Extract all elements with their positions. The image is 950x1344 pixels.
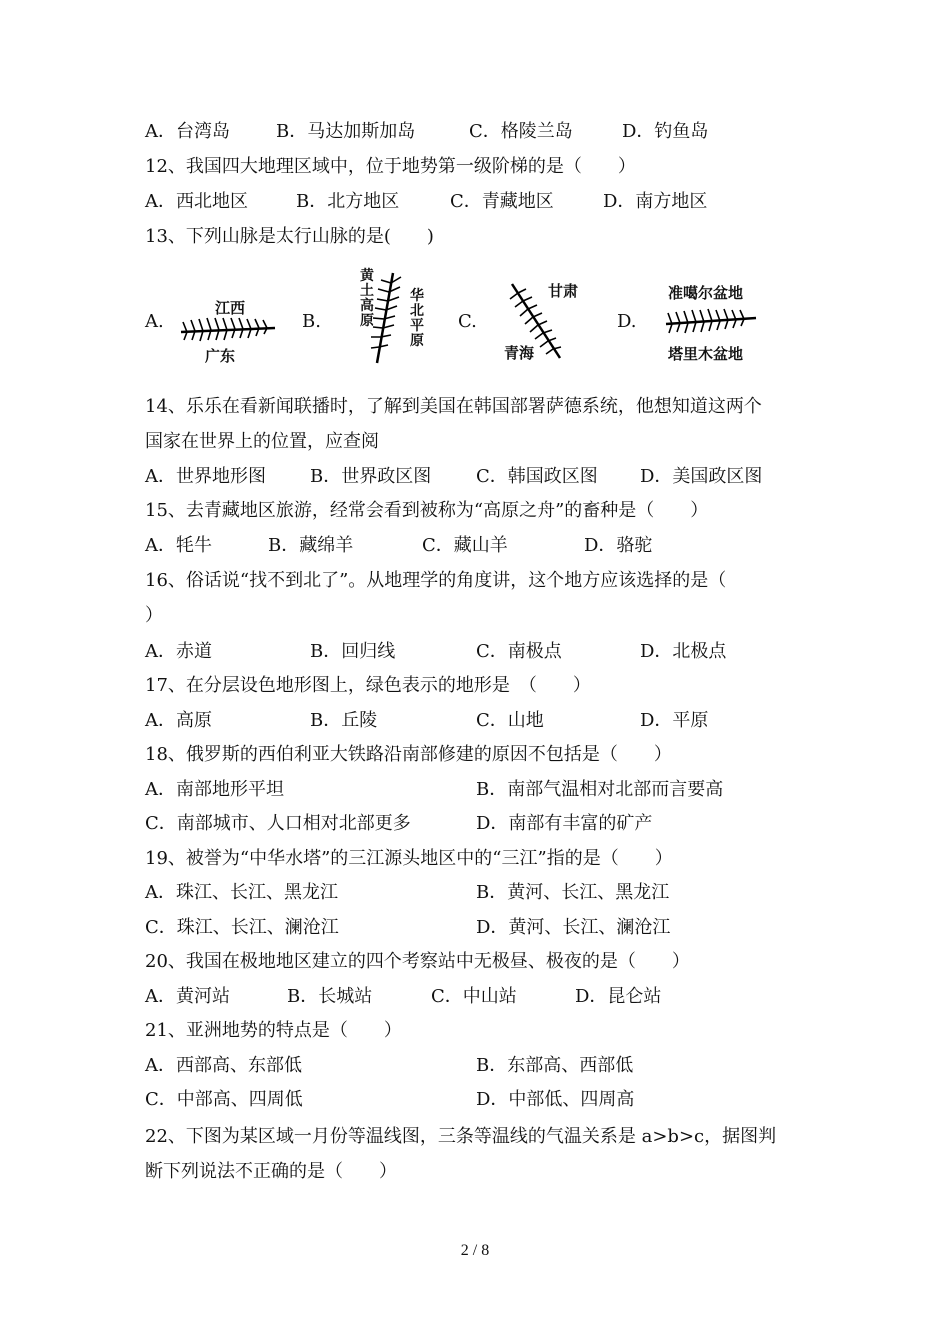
q21-option-d: D．中部低、四周高 — [476, 1089, 635, 1110]
q16-stem-line2: ） — [145, 605, 163, 626]
q13-fig-a-label-bottom: 广东 — [205, 347, 236, 365]
q13-option-b-letter: B. — [302, 311, 321, 332]
q13-fig-c-label-top: 甘肃 — [548, 282, 579, 300]
q15-option-d: D．骆驼 — [584, 535, 653, 556]
q18-option-c: C．南部城市、人口相对北部更多 — [145, 813, 411, 834]
q12-option-b: B．北方地区 — [296, 191, 400, 212]
q22-stem-line1: 22、下图为某区域一月份等温线图，三条等温线的气温关系是 a>b>c，据图判 — [145, 1126, 777, 1147]
q15-option-b: B．藏绵羊 — [268, 535, 354, 556]
q14-option-a: A．世界地形图 — [145, 466, 266, 487]
q13-figure-a — [175, 290, 285, 370]
q15-option-a: A．牦牛 — [145, 535, 212, 556]
q12-stem: 12、我国四大地理区域中，位于地势第一级阶梯的是（ ） — [145, 156, 636, 177]
q18-option-d: D．南部有丰富的矿产 — [476, 813, 653, 834]
q20-stem: 20、我国在极地地区建立的四个考察站中无极昼、极夜的是（ ） — [145, 951, 690, 972]
q18-option-b: B．南部气温相对北部而言要高 — [476, 779, 724, 800]
q15-option-c: C．藏山羊 — [422, 535, 508, 556]
q13-figure-b — [335, 265, 445, 375]
q19-option-c: C．珠江、长江、澜沧江 — [145, 917, 339, 938]
mountain-range-icon — [335, 265, 445, 375]
q17-option-c: C．山地 — [476, 710, 544, 731]
q18-option-a: A．南部地形平坦 — [145, 779, 284, 800]
q15-stem: 15、去青藏地区旅游，经常会看到被称为“高原之舟”的畜种是（ ） — [145, 500, 709, 521]
q14-option-c: C．韩国政区图 — [476, 466, 598, 487]
q13-figure-d — [660, 280, 770, 365]
q11-option-c: C．格陵兰岛 — [469, 121, 573, 142]
q19-option-b: B．黄河、长江、黑龙江 — [476, 882, 670, 903]
page-number: 2 / 8 — [460, 1242, 490, 1259]
q11-option-a: A．台湾岛 — [145, 121, 230, 142]
q11-option-d: D．钓鱼岛 — [622, 121, 709, 142]
q17-option-d: D．平原 — [640, 710, 709, 731]
q13-fig-a-label-top: 江西 — [215, 299, 246, 317]
q14-option-b: B．世界政区图 — [310, 466, 432, 487]
q13-fig-b-label-left: 黄土高原 — [360, 268, 374, 329]
q12-option-c: C．青藏地区 — [450, 191, 554, 212]
q13-fig-b-label-right: 华北平原 — [410, 288, 424, 349]
q21-option-b: B．东部高、西部低 — [476, 1055, 634, 1076]
q16-option-c: C．南极点 — [476, 641, 562, 662]
q19-option-d: D．黄河、长江、澜沧江 — [476, 917, 671, 938]
q21-option-c: C．中部高、四周低 — [145, 1089, 303, 1110]
q20-option-c: C．中山站 — [431, 986, 517, 1007]
q21-option-a: A．西部高、东部低 — [145, 1055, 302, 1076]
q20-option-d: D．昆仑站 — [575, 986, 662, 1007]
q13-figure-c — [498, 272, 588, 367]
q16-option-d: D．北极点 — [640, 641, 727, 662]
q13-fig-d-label-bottom: 塔里木盆地 — [668, 345, 744, 363]
q19-option-a: A．珠江、长江、黑龙江 — [145, 882, 338, 903]
q16-option-b: B．回归线 — [310, 641, 396, 662]
q16-option-a: A．赤道 — [145, 641, 212, 662]
q17-option-a: A．高原 — [145, 710, 212, 731]
q13-option-a-letter: A. — [145, 311, 164, 332]
q18-stem: 18、俄罗斯的西伯利亚大铁路沿南部修建的原因不包括是（ ） — [145, 744, 672, 765]
q19-stem: 19、被誉为“中华水塔”的三江源头地区中的“三江”指的是（ ） — [145, 848, 673, 869]
q11-option-b: B．马达加斯加岛 — [276, 121, 416, 142]
q20-option-a: A．黄河站 — [145, 986, 230, 1007]
q13-stem: 13、下列山脉是太行山脉的是( ) — [145, 226, 434, 247]
q13-option-c-letter: C. — [458, 311, 477, 332]
q13-fig-d-label-top: 准噶尔盆地 — [668, 284, 744, 302]
q12-option-d: D．南方地区 — [603, 191, 708, 212]
q12-option-a: A．西北地区 — [145, 191, 248, 212]
q17-option-b: B．丘陵 — [310, 710, 378, 731]
q16-stem-line1: 16、俗话说“找不到北了”。从地理学的角度讲，这个地方应该选择的是（ — [145, 570, 727, 591]
q17-stem: 17、在分层设色地形图上，绿色表示的地形是 （ ） — [145, 675, 591, 696]
q13-fig-c-label-bottom: 青海 — [504, 344, 535, 362]
q13-option-d-letter: D. — [617, 311, 637, 332]
q21-stem: 21、亚洲地势的特点是（ ） — [145, 1020, 402, 1041]
q14-stem-line2: 国家在世界上的位置，应查阅 — [145, 431, 379, 452]
q14-stem-line1: 14、乐乐在看新闻联播时，了解到美国在韩国部署萨德系统，他想知道这两个 — [145, 396, 762, 417]
q22-stem-line2: 断下列说法不正确的是（ ） — [145, 1161, 397, 1182]
q20-option-b: B．长城站 — [287, 986, 373, 1007]
q14-option-d: D．美国政区图 — [640, 466, 763, 487]
